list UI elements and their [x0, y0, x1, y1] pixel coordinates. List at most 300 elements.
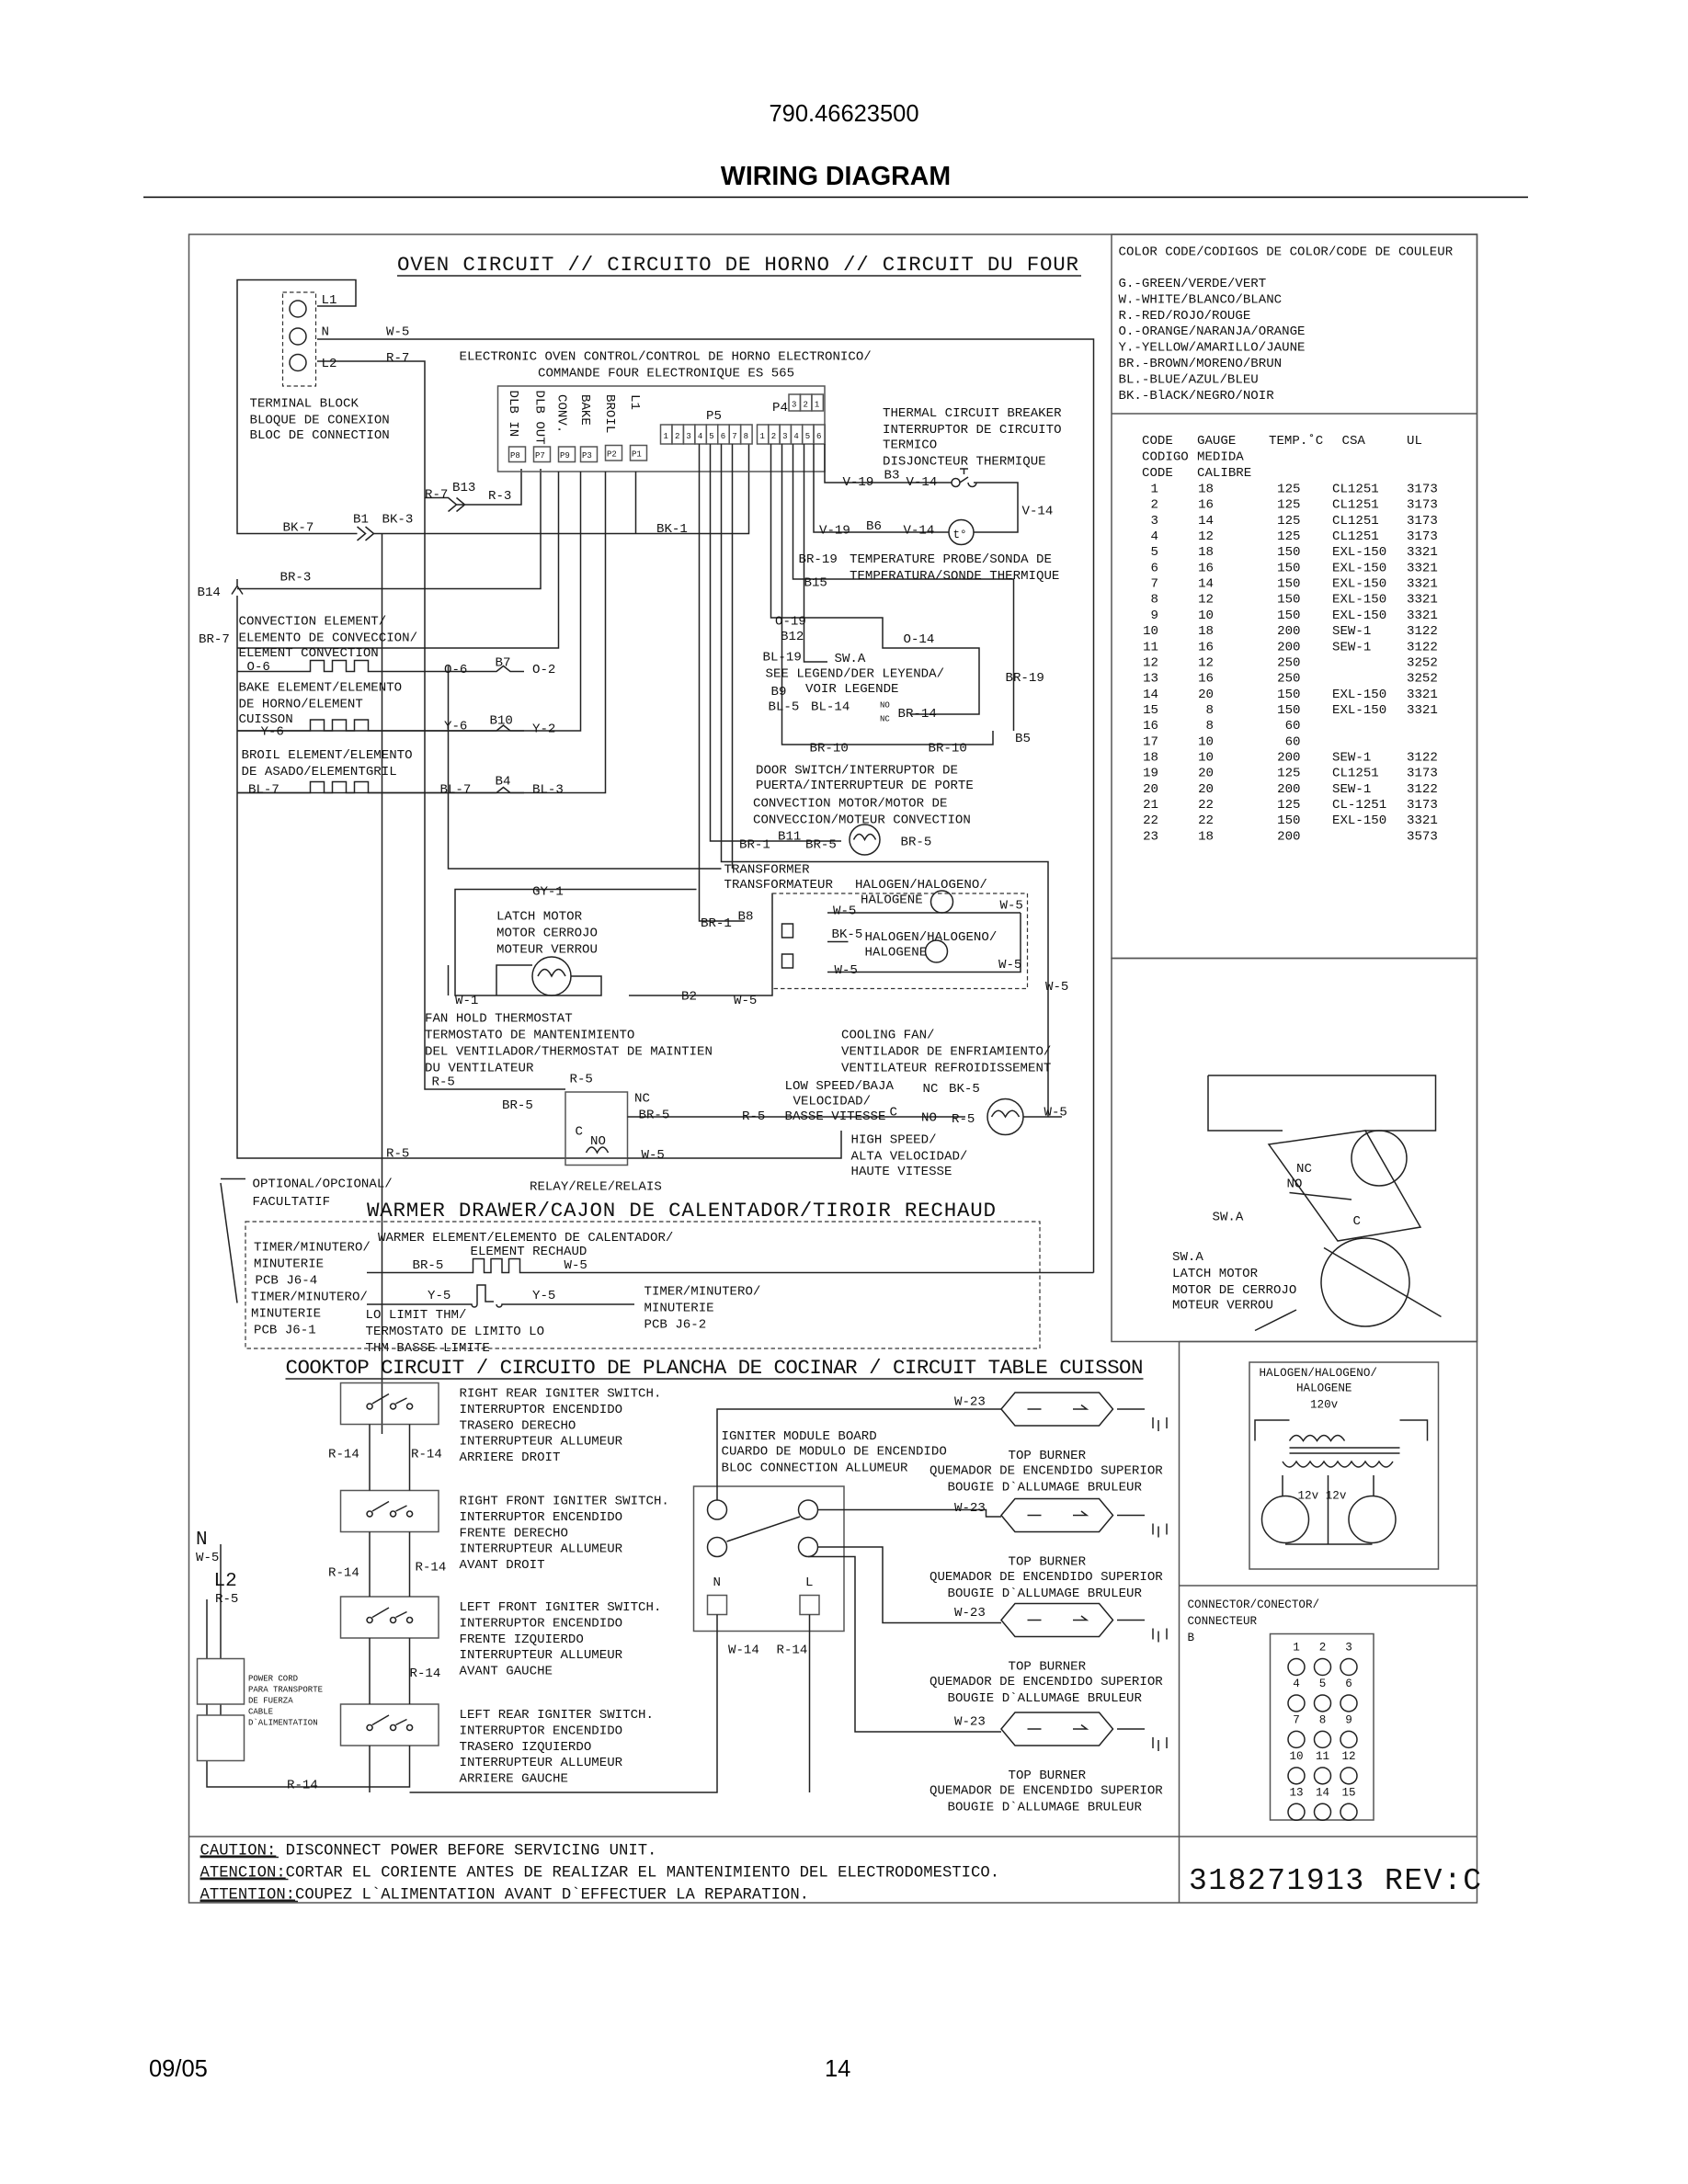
- table-cell: EXL-150: [1332, 813, 1387, 829]
- fan-speed-label: HIGH SPEED/: [850, 1132, 937, 1148]
- connector-label: B: [1187, 1632, 1195, 1645]
- pin-number: 3: [792, 400, 797, 410]
- wire-label: V-14: [906, 475, 938, 490]
- connector-label: CONNECTOR/CONECTOR/: [1187, 1598, 1320, 1612]
- power-cord-label: CABLE: [248, 1707, 274, 1717]
- wire-label: V-14: [903, 523, 935, 539]
- wire-label: V-19: [819, 523, 850, 539]
- table-cell: 20: [1198, 766, 1214, 781]
- table-cell: 150: [1277, 545, 1301, 561]
- wire-label: R-3: [488, 489, 512, 504]
- cooling-fan-label: VENTILATEUR REFROIDISSEMENT: [841, 1061, 1052, 1076]
- table-cell: 150: [1277, 576, 1301, 592]
- halogen-label: HALOGEN/HALOGENO/: [855, 878, 987, 893]
- igniter-switch-label: INTERRUPTEUR ALLUMEUR: [459, 1434, 623, 1450]
- table-cell: 200: [1277, 624, 1301, 640]
- connector-label: B5: [1015, 732, 1031, 747]
- burner-label: QUEMADOR DE ENCENDIDO SUPERIOR: [930, 1570, 1163, 1585]
- table-cell: 125: [1277, 482, 1301, 497]
- power-cord-plug: [198, 1659, 245, 1705]
- top-burner-electrode-icon: [1001, 1393, 1167, 1431]
- element-label: DE HORNO/ELEMENT: [238, 697, 363, 712]
- table-cell: 125: [1277, 798, 1301, 813]
- table-cell: 3173: [1407, 766, 1438, 781]
- wire-label: R-14: [287, 1778, 318, 1793]
- wire-label: W-5: [196, 1551, 220, 1565]
- pin-number: 7: [732, 432, 737, 441]
- table-cell: 3321: [1407, 702, 1438, 718]
- pin-number: 5: [804, 432, 811, 441]
- power-cord-plug: [198, 1715, 245, 1761]
- warmer-drawer-title: WARMER DRAWER/CAJON DE CALENTADOR/TIROIR RECHAUD: [367, 1199, 996, 1223]
- wire-label: W-5: [564, 1258, 587, 1273]
- color-code-item: BL.-BLUE/AZUL/BLEU: [1118, 372, 1259, 388]
- halogen-transformer-detail: [1255, 1367, 1428, 1544]
- table-cell: 125: [1277, 529, 1301, 545]
- halogen-label: HALOGEN/HALOGENO/: [1259, 1367, 1377, 1380]
- lo-limit-label: THM BASSE LIMITE: [365, 1341, 490, 1356]
- table-header: CSA: [1341, 434, 1365, 449]
- burner-label: BOUGIE D`ALLUMAGE BRULEUR: [947, 1587, 1142, 1601]
- latch-motor-label: MOTOR DE CERROJO: [1172, 1283, 1297, 1298]
- warmer-drawer-circuit: [245, 1199, 1094, 1356]
- table-cell: 18: [1198, 482, 1214, 497]
- table-cell: 200: [1277, 750, 1301, 766]
- color-code-title: COLOR CODE/CODIGOS DE COLOR/CODE DE COULEUR: [1118, 245, 1454, 260]
- table-cell: 16: [1198, 497, 1214, 513]
- wire-label: BL-7: [248, 782, 279, 798]
- burner-label: QUEMADOR DE ENCENDIDO SUPERIOR: [930, 1783, 1163, 1799]
- table-cell: 3173: [1407, 497, 1438, 513]
- table-cell: 3122: [1407, 750, 1438, 766]
- connector-pin: [1315, 1731, 1331, 1747]
- table-cell: 21: [1143, 798, 1158, 813]
- pin-label: CONV.: [553, 394, 569, 434]
- table-header: MEDIDA: [1197, 449, 1244, 465]
- table-cell: 14: [1198, 513, 1214, 529]
- wire-label: W-5: [1044, 1105, 1067, 1120]
- connector-label: B8: [737, 909, 754, 925]
- thermal-breaker-icon: [952, 469, 976, 487]
- wire-label: Y-5: [532, 1289, 556, 1303]
- latch-motor-label: MOTEUR VERROU: [1172, 1298, 1273, 1314]
- wire-label: R-7: [386, 351, 410, 366]
- wire-label: W-23: [954, 1501, 986, 1516]
- fan-hold-thermostat-label: DEL VENTILADOR/THERMOSTAT DE MAINTIEN: [425, 1044, 713, 1060]
- wire-label: W-5: [641, 1148, 665, 1163]
- terminal-block-label: BLOQUE DE CONEXION: [249, 413, 390, 428]
- wire-label: R-14: [776, 1643, 808, 1658]
- color-code-item: G.-GREEN/VERDE/VERT: [1118, 277, 1267, 291]
- timer-label: MINUTERIE: [644, 1301, 714, 1316]
- pin-number: 2: [770, 432, 777, 441]
- table-cell: 3122: [1407, 781, 1438, 797]
- table-cell: 3173: [1407, 798, 1438, 813]
- model-number: 790.46623500: [769, 101, 919, 127]
- timer-label: TIMER/MINUTERO/: [254, 1240, 371, 1256]
- wire-label: W-5: [734, 994, 758, 1008]
- pin-number: 1: [663, 432, 668, 441]
- table-cell: 22: [1143, 813, 1158, 829]
- pin-p3: P3: [582, 451, 592, 461]
- halogen-label: HALOGENE: [864, 945, 928, 961]
- connector-label: B12: [781, 630, 804, 644]
- burner-label: TOP BURNER: [1008, 1769, 1087, 1783]
- pin-p2: P2: [607, 449, 617, 460]
- pin-number: 5: [709, 432, 714, 441]
- cooktop-circuit-title: COOKTOP CIRCUIT / CIRCUITO DE PLANCHA DE COCINAR / CIRCUIT TABLE CUISSON: [285, 1356, 1144, 1380]
- transformer-label: TRANSFORMER: [724, 862, 810, 878]
- fan-hold-thermostat-label: FAN HOLD THERMOSTAT: [425, 1011, 573, 1027]
- connector-pin-number: 3: [1345, 1641, 1352, 1655]
- table-cell: 150: [1277, 561, 1301, 576]
- lo-limit-thermostat-icon: [367, 1285, 634, 1307]
- wire-label: BR-3: [279, 570, 312, 586]
- pin-number: 2: [674, 432, 680, 441]
- switch-icon: [367, 1394, 413, 1409]
- table-cell: 250: [1277, 655, 1301, 671]
- connector-pin: [1315, 1695, 1331, 1712]
- wire-label: BK-3: [382, 512, 414, 528]
- igniter-switch: [341, 1491, 439, 1532]
- wire-label: W-5: [833, 904, 857, 919]
- wire-label: BL-3: [532, 782, 564, 798]
- table-cell: SEW-1: [1332, 640, 1372, 655]
- relay-contact-label: NC: [634, 1091, 650, 1107]
- wire-label: BR-7: [199, 632, 230, 647]
- convection-motor-label: CONVECTION MOTOR/MOTOR DE: [753, 796, 948, 812]
- table-cell: EXL-150: [1332, 545, 1387, 561]
- igniter-switch-label: LEFT FRONT IGNITER SWITCH.: [459, 1600, 662, 1615]
- table-cell: 6: [1150, 561, 1158, 576]
- connector-p5: [661, 425, 826, 444]
- table-cell: 11: [1143, 640, 1158, 655]
- pin-number: 4: [793, 432, 799, 441]
- igniter-switch-label: INTERRUPTOR ENCENDIDO: [459, 1723, 623, 1739]
- table-header: GAUGE: [1197, 434, 1237, 449]
- igniter-module-label: IGNITER MODULE BOARD: [721, 1429, 877, 1444]
- table-cell: 3321: [1407, 813, 1438, 829]
- connector-label: B14: [197, 586, 221, 600]
- connector-pin: [1288, 1731, 1305, 1747]
- table-cell: 1: [1150, 482, 1158, 497]
- table-cell: 16: [1198, 640, 1214, 655]
- part-number: 318271913 REV:C: [1189, 1864, 1483, 1898]
- fan-speed-label: VELOCIDAD/: [793, 1094, 872, 1109]
- pin-number: 6: [720, 432, 726, 441]
- wire-label: W-5: [999, 898, 1023, 914]
- igniter-module-board: [694, 1486, 845, 1632]
- timer-label: PCB J6-4: [255, 1273, 318, 1289]
- wire-label: O-14: [903, 632, 935, 647]
- table-cell: 125: [1277, 766, 1301, 781]
- broil-element-icon: [237, 782, 524, 793]
- igniter-switch-label: INTERRUPTEUR ALLUMEUR: [459, 1541, 623, 1557]
- connector-label: B15: [804, 575, 827, 591]
- table-cell: 10: [1198, 750, 1214, 766]
- color-code-item: Y.-YELLOW/AMARILLO/JAUNE: [1118, 340, 1306, 356]
- table-cell: 14: [1143, 687, 1158, 702]
- table-cell: 8: [1150, 592, 1158, 608]
- wire-label: W-1: [455, 994, 479, 1008]
- table-cell: 22: [1198, 813, 1214, 829]
- table-cell: 3252: [1407, 655, 1438, 671]
- pin-label: BAKE: [577, 394, 592, 426]
- timer-label: TIMER/MINUTERO/: [251, 1290, 368, 1305]
- cooling-fan-label: COOLING FAN/: [841, 1028, 935, 1043]
- connector-label: B4: [495, 774, 511, 790]
- igniter-switch-label: TRASERO IZQUIERDO: [459, 1739, 592, 1755]
- table-cell: 23: [1143, 829, 1158, 845]
- connector-pin: [1315, 1768, 1331, 1784]
- table-cell: 17: [1143, 734, 1158, 750]
- color-code-legend: [1119, 245, 1454, 845]
- connector-pin-number: 14: [1315, 1786, 1330, 1800]
- table-header: CODIGO: [1142, 449, 1189, 465]
- module-l-label: L: [805, 1575, 814, 1590]
- power-cord-label: DE FUERZA: [248, 1696, 293, 1706]
- tb-l2-label: L2: [321, 357, 337, 371]
- table-cell: 4: [1150, 529, 1158, 545]
- connector-p5-label: P5: [706, 409, 722, 424]
- wire-label: R-14: [328, 1447, 359, 1462]
- pin-number: 4: [697, 432, 703, 441]
- wire-label: Y-2: [532, 722, 556, 737]
- pin-p1: P1: [632, 449, 642, 460]
- top-burner-electrode-icon: [1001, 1499, 1167, 1538]
- power-cord-label: D`ALIMENTATION: [248, 1718, 318, 1728]
- pin-number: 6: [816, 432, 822, 441]
- oven-control-label: COMMANDE FOUR ELECTRONIQUE ES 565: [538, 366, 795, 381]
- convection-motor-label: CONVECCION/MOTEUR CONVECTION: [753, 813, 971, 828]
- color-code-item: W.-WHITE/BLANCO/BLANC: [1118, 292, 1283, 308]
- pin-label: BROIL: [602, 394, 617, 434]
- table-cell: 200: [1277, 640, 1301, 655]
- lo-limit-label: LO LIMIT THM/: [365, 1308, 467, 1323]
- table-cell: 7: [1150, 576, 1158, 592]
- table-cell: 2: [1150, 497, 1158, 513]
- element-label: BAKE ELEMENT/ELEMENTO: [238, 680, 403, 696]
- caution-block: [200, 1843, 1483, 1905]
- burner-label: QUEMADOR DE ENCENDIDO SUPERIOR: [930, 1675, 1163, 1689]
- tb-n-label: N: [321, 324, 329, 340]
- igniter-switch-label: TRASERO DERECHO: [459, 1418, 576, 1434]
- wire-label: Y-6: [260, 724, 284, 740]
- connector-pin: [1288, 1768, 1305, 1784]
- connector-label: B1: [353, 512, 369, 528]
- igniter-switch: [341, 1383, 439, 1425]
- wire-label: BL-7: [439, 782, 472, 798]
- wire-label: Y-5: [428, 1289, 451, 1303]
- table-cell: 200: [1277, 781, 1301, 797]
- connector-p4: [789, 394, 823, 411]
- table-cell: 125: [1277, 513, 1301, 529]
- igniter-switch-box: [341, 1383, 439, 1425]
- connector-pin-number: 15: [1341, 1786, 1356, 1800]
- pin-p8: P8: [510, 451, 520, 461]
- lo-limit-label: TERMOSTATO DE LIMITO LO: [365, 1325, 545, 1339]
- table-cell: 18: [1143, 750, 1158, 766]
- table-header: CODE: [1142, 434, 1173, 449]
- table-cell: 8: [1205, 719, 1214, 734]
- wire-label: BR-1: [701, 916, 732, 932]
- table-cell: 9: [1150, 608, 1158, 623]
- table-cell: 3173: [1407, 482, 1438, 497]
- table-cell: 3321: [1407, 608, 1438, 623]
- fan-speed-label: HAUTE VITESSE: [850, 1165, 952, 1179]
- igniter-module-label: CUARDO DE MODULO DE ENCENDIDO: [721, 1444, 947, 1460]
- relay-contact-label: C: [575, 1124, 583, 1140]
- table-cell: 3573: [1407, 829, 1438, 845]
- connector-pin-number: 8: [1318, 1713, 1327, 1727]
- oven-circuit-title: OVEN CIRCUIT // CIRCUITO DE HORNO // CIRCUIT DU FOUR: [397, 253, 1078, 277]
- color-code-item: R.-RED/ROJO/ROUGE: [1118, 308, 1251, 324]
- igniter-switch-box: [341, 1597, 439, 1638]
- igniter-switch: [341, 1597, 439, 1638]
- table-cell: EXL-150: [1332, 592, 1387, 608]
- burner-label: QUEMADOR DE ENCENDIDO SUPERIOR: [930, 1463, 1163, 1479]
- connector-label: B10: [489, 713, 513, 729]
- wire-label: W-5: [998, 958, 1022, 973]
- connector-pin: [1340, 1768, 1357, 1784]
- wire-label: BR-19: [798, 552, 838, 567]
- connector-pin: [1315, 1659, 1331, 1676]
- igniter-switch-label: RIGHT REAR IGNITER SWITCH.: [459, 1386, 662, 1402]
- switch-label: SW.A: [834, 652, 866, 666]
- wire-label: R-5: [431, 1075, 455, 1090]
- wire-label: BL-14: [811, 700, 850, 715]
- oven-control-label: ELECTRONIC OVEN CONTROL/CONTROL DE HORNO ELECTRONICO/: [459, 349, 872, 365]
- wire-label: BR-5: [412, 1258, 444, 1273]
- connector-p4-label: P4: [772, 401, 788, 415]
- warmer-element-icon: [367, 1259, 1094, 1273]
- page-title: WIRING DIAGRAM: [720, 162, 952, 191]
- pin-label: L1: [627, 394, 642, 410]
- pin-p9: P9: [560, 451, 570, 461]
- breaker-label: THERMAL CIRCUIT BREAKER: [883, 406, 1062, 421]
- connector-pin-number: 10: [1289, 1749, 1304, 1763]
- breaker-label: INTERRUPTOR DE CIRCUITO: [883, 423, 1062, 438]
- wire-label: R-5: [952, 1112, 975, 1127]
- module-n-label: N: [713, 1575, 721, 1590]
- terminal-block: [283, 292, 316, 386]
- fan-speed-label: ALTA VELOCIDAD/: [850, 1149, 968, 1165]
- igniter-switch-label: RIGHT FRONT IGNITER SWITCH.: [459, 1494, 669, 1509]
- terminal-block-label: BLOC DE CONNECTION: [249, 428, 390, 443]
- cooling-fan-label: VENTILADOR DE ENFRIAMIENTO/: [841, 1044, 1052, 1060]
- table-cell: 22: [1198, 798, 1214, 813]
- igniter-switch-label: INTERRUPTEUR ALLUMEUR: [459, 1648, 623, 1664]
- latch-motor-label: LATCH MOTOR: [1172, 1267, 1259, 1281]
- switch-icon: [367, 1715, 413, 1730]
- table-cell: 150: [1277, 592, 1301, 608]
- door-switch-label: DOOR SWITCH/INTERRUPTOR DE: [756, 763, 958, 779]
- connector-pin-number: 9: [1345, 1713, 1352, 1727]
- latch-motor-label: MOTOR CERROJO: [496, 926, 598, 941]
- table-cell: 18: [1198, 624, 1214, 640]
- wire-label: R-14: [415, 1560, 447, 1575]
- igniter-switch-label: INTERRUPTOR ENCENDIDO: [459, 1616, 623, 1632]
- legend-note: SEE LEGEND/DER LEYENDA/: [765, 666, 945, 682]
- wire-label: W-14: [728, 1643, 759, 1658]
- connector-label: B6: [866, 519, 882, 534]
- timer-label: PCB J6-1: [254, 1323, 316, 1338]
- voltage-label: 120v: [1310, 1398, 1339, 1412]
- igniter-switch-label: INTERRUPTOR ENCENDIDO: [459, 1402, 623, 1417]
- timer-label: MINUTERIE: [254, 1257, 325, 1272]
- table-cell: EXL-150: [1332, 608, 1387, 623]
- table-cell: 18: [1198, 545, 1214, 561]
- burner-label: TOP BURNER: [1008, 1659, 1087, 1675]
- connector-pin: [1288, 1803, 1305, 1820]
- switch-contact-label: NO: [880, 700, 890, 711]
- wire-label: W-23: [954, 1714, 986, 1730]
- burner-label: BOUGIE D`ALLUMAGE BRULEUR: [947, 1691, 1142, 1706]
- wire-label: R-5: [215, 1592, 239, 1607]
- element-label: DE ASADO/ELEMENTGRIL: [241, 765, 397, 780]
- wire-label: BR-10: [809, 741, 849, 756]
- table-cell: 12: [1198, 655, 1214, 671]
- connector-pin: [1340, 1659, 1357, 1676]
- table-cell: 3321: [1407, 545, 1438, 561]
- connector-pin-number: 4: [1293, 1677, 1300, 1690]
- table-cell: 3173: [1407, 529, 1438, 545]
- burner-label: TOP BURNER: [1008, 1554, 1087, 1570]
- door-switch-label: PUERTA/INTERRUPTEUR DE PORTE: [756, 779, 974, 794]
- timer-label: PCB J6-2: [644, 1317, 707, 1333]
- wire-label: BL-5: [768, 700, 800, 715]
- wire-label: BK-5: [949, 1082, 980, 1097]
- igniter-switch-label: FRENTE DERECHO: [459, 1526, 568, 1541]
- table-cell: CL1251: [1332, 529, 1379, 545]
- wire-label: Y-6: [444, 719, 468, 734]
- table-cell: 3321: [1407, 592, 1438, 608]
- latch-motor-label: LATCH MOTOR: [496, 909, 583, 925]
- wire-label: O-19: [775, 614, 806, 630]
- probe-label: TEMPERATURE PROBE/SONDA DE: [850, 552, 1052, 567]
- connector-pin-number: 11: [1315, 1749, 1330, 1763]
- pin-number: 3: [686, 432, 691, 441]
- halogen-label: HALOGENE: [1296, 1382, 1352, 1395]
- wire-label: BK-7: [282, 520, 314, 536]
- table-cell: 12: [1198, 529, 1214, 545]
- table-cell: CL-1251: [1332, 798, 1387, 813]
- table-cell: 60: [1284, 734, 1301, 750]
- wire-label: BR-10: [928, 741, 967, 756]
- wire-label: O-2: [532, 663, 556, 677]
- table-cell: 3252: [1407, 671, 1438, 687]
- table-cell: 3: [1150, 513, 1158, 529]
- table-cell: 19: [1143, 766, 1158, 781]
- pin-number: 2: [803, 400, 808, 410]
- optional-label: FACULTATIF: [252, 1195, 331, 1210]
- wire-label: V-19: [842, 475, 874, 490]
- table-cell: 3173: [1407, 513, 1438, 529]
- top-burner-electrode-icon: [1001, 1712, 1167, 1751]
- switch-contact-label: C: [1352, 1214, 1361, 1229]
- connector-pin-number: 2: [1318, 1641, 1327, 1655]
- fan-hold-thermostat-label: TERMOSTATO DE MANTENIMIENTO: [425, 1028, 635, 1043]
- wire-label: R-14: [328, 1565, 359, 1581]
- element-label: BROIL ELEMENT/ELEMENTO: [241, 748, 413, 764]
- terminal-block-label: TERMINAL BLOCK: [249, 396, 359, 412]
- wire-label: V-14: [1021, 504, 1054, 519]
- igniter-switch-box: [341, 1704, 439, 1746]
- table-cell: 3122: [1407, 640, 1438, 655]
- top-burner-electrode-icon: [1001, 1604, 1167, 1643]
- page-number: 14: [825, 2056, 851, 2082]
- timer-label: MINUTERIE: [251, 1306, 322, 1322]
